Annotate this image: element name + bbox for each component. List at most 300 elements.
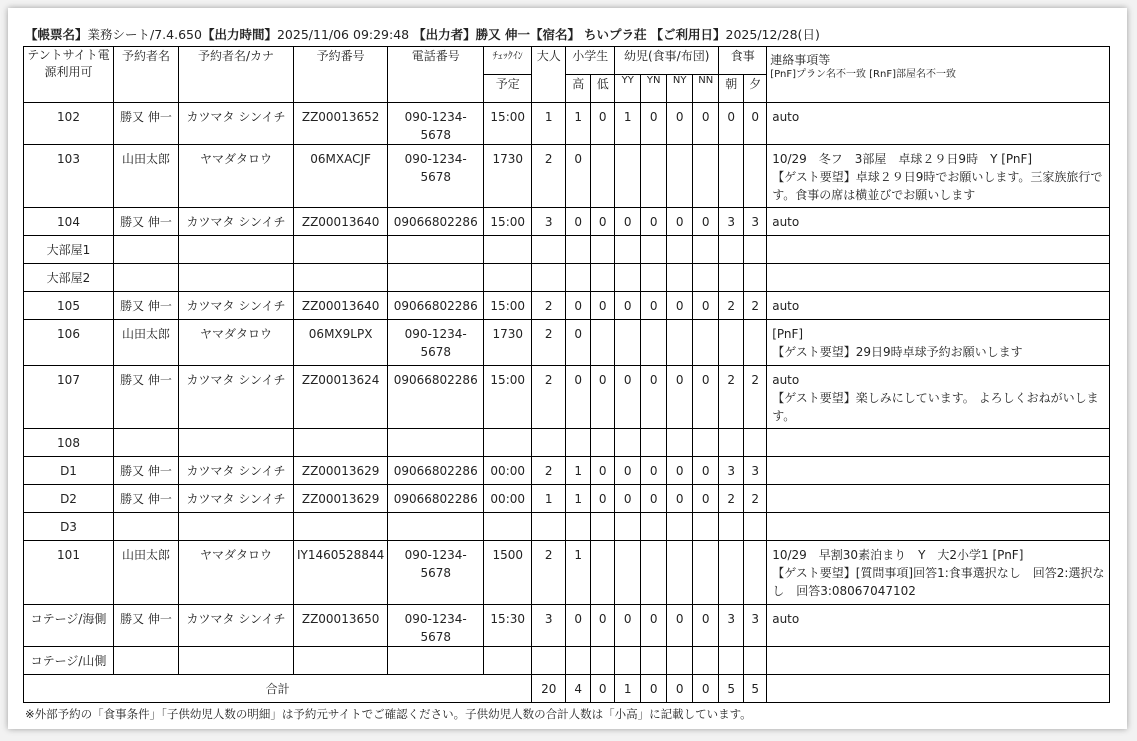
cell-dinner: 2	[744, 292, 767, 320]
cell-breakfast: 2	[719, 485, 744, 513]
cell-resno: 06MX9LPX	[294, 320, 388, 366]
cell-checkin: 00:00	[484, 457, 532, 485]
table-row	[24, 485, 1110, 513]
cell-elem-hi: 0	[566, 292, 591, 320]
cell-ny: 0	[667, 605, 693, 647]
cell-adult: 2	[532, 366, 566, 429]
cell-breakfast: 3	[719, 208, 744, 236]
cell-ny	[667, 320, 693, 366]
total-elem-hi: 4	[566, 675, 591, 703]
table-row	[24, 208, 1110, 236]
cell-memo: 10/29 冬フ 3部屋 卓球２９日9時 Y [PnF] 【ゲスト要望】卓球２９日9時でお願いします。三家族旅行です。食事の席は横並びでお願いします	[767, 145, 1110, 208]
cell-phone: 09066802286	[388, 292, 484, 320]
cell-phone	[388, 236, 484, 264]
cell-elem-hi: 0	[566, 208, 591, 236]
cell-ny	[667, 264, 693, 292]
cell-name: 山田太郎	[114, 320, 179, 366]
cell-resno: ZZ00013624	[294, 366, 388, 429]
table-body	[24, 103, 1110, 675]
cell-name: 勝又 伸一	[114, 208, 179, 236]
cell-phone: 09066802286	[388, 485, 484, 513]
cell-nn	[693, 320, 719, 366]
cell-nn: 0	[693, 366, 719, 429]
cell-checkin: 15:00	[484, 103, 532, 145]
total-elem-lo: 0	[591, 675, 615, 703]
cell-elem-hi: 0	[566, 145, 591, 208]
cell-dinner	[744, 145, 767, 208]
cell-phone	[388, 647, 484, 675]
cell-yn	[641, 145, 667, 208]
cell-kana: カツマタ シンイチ	[179, 366, 294, 429]
cell-resno: ZZ00013640	[294, 208, 388, 236]
cell-elem-hi	[566, 429, 591, 457]
total-nn: 0	[693, 675, 719, 703]
cell-kana: カツマタ シンイチ	[179, 457, 294, 485]
cell-memo	[767, 264, 1110, 292]
cell-kana: ヤマダタロウ	[179, 320, 294, 366]
cell-yy	[615, 236, 641, 264]
cell-breakfast	[719, 513, 744, 541]
cell-phone: 09066802286	[388, 457, 484, 485]
cell-yn	[641, 429, 667, 457]
cell-kana: ヤマダタロウ	[179, 145, 294, 208]
cell-phone: 090-1234-5678	[388, 320, 484, 366]
cell-yn: 0	[641, 103, 667, 145]
cell-checkin	[484, 429, 532, 457]
cell-nn	[693, 513, 719, 541]
cell-yn	[641, 236, 667, 264]
cell-site: D2	[24, 485, 114, 513]
col-site: テントサイト電源利用可	[24, 47, 114, 103]
cell-ny	[667, 429, 693, 457]
total-breakfast: 5	[719, 675, 744, 703]
cell-elem-lo: 0	[591, 485, 615, 513]
cell-resno	[294, 513, 388, 541]
cell-elem-lo	[591, 320, 615, 366]
cell-name	[114, 264, 179, 292]
col-ny: NY	[667, 75, 693, 103]
cell-dinner	[744, 513, 767, 541]
cell-name	[114, 236, 179, 264]
cell-dinner	[744, 320, 767, 366]
cell-site: 101	[24, 541, 114, 605]
cell-yn: 0	[641, 208, 667, 236]
cell-memo: [PnF] 【ゲスト要望】29日9時卓球予約お願いします	[767, 320, 1110, 366]
cell-resno: 06MXACJF	[294, 145, 388, 208]
col-checkin: ﾁｪｯｸｲﾝ	[484, 47, 532, 75]
cell-phone: 09066802286	[388, 208, 484, 236]
cell-kana: カツマタ シンイチ	[179, 292, 294, 320]
cell-yy: 0	[615, 208, 641, 236]
total-adult: 20	[532, 675, 566, 703]
cell-kana	[179, 647, 294, 675]
cell-resno: ZZ00013652	[294, 103, 388, 145]
cell-memo: 10/29 早割30素泊まり Y 大2小学1 [PnF] 【ゲスト要望】[質問事項]回答1:食事選択なし 回答2:選択なし 回答3:08067047102	[767, 541, 1110, 605]
cell-elem-lo	[591, 647, 615, 675]
totals-row	[24, 675, 1110, 703]
cell-elem-lo: 0	[591, 208, 615, 236]
cell-checkin: 1730	[484, 320, 532, 366]
cell-yy	[615, 541, 641, 605]
cell-yy: 0	[615, 292, 641, 320]
cell-ny: 0	[667, 457, 693, 485]
cell-memo: auto 【ゲスト要望】楽しみにしています。 よろしくおねがいします。	[767, 366, 1110, 429]
cell-memo	[767, 647, 1110, 675]
cell-breakfast	[719, 320, 744, 366]
cell-memo	[767, 236, 1110, 264]
cell-checkin: 00:00	[484, 485, 532, 513]
total-memo	[767, 675, 1110, 703]
cell-nn	[693, 429, 719, 457]
cell-elem-lo	[591, 264, 615, 292]
col-name: 予約者名	[114, 47, 179, 103]
cell-memo	[767, 457, 1110, 485]
cell-adult: 3	[532, 605, 566, 647]
cell-dinner	[744, 264, 767, 292]
cell-dinner: 3	[744, 605, 767, 647]
cell-ny: 0	[667, 208, 693, 236]
cell-elem-hi	[566, 236, 591, 264]
cell-resno: IY1460528844	[294, 541, 388, 605]
cell-elem-hi: 1	[566, 485, 591, 513]
cell-site: 大部屋2	[24, 264, 114, 292]
cell-breakfast	[719, 236, 744, 264]
cell-site: D3	[24, 513, 114, 541]
cell-yn: 0	[641, 457, 667, 485]
cell-name: 勝又 伸一	[114, 605, 179, 647]
cell-kana	[179, 236, 294, 264]
table-row	[24, 264, 1110, 292]
cell-checkin: 15:00	[484, 366, 532, 429]
cell-adult	[532, 647, 566, 675]
cell-name: 勝又 伸一	[114, 292, 179, 320]
cell-yy: 0	[615, 457, 641, 485]
cell-nn: 0	[693, 292, 719, 320]
cell-kana: ヤマダタロウ	[179, 541, 294, 605]
cell-checkin: 15:30	[484, 605, 532, 647]
col-memo	[767, 47, 1110, 103]
cell-yy: 0	[615, 366, 641, 429]
cell-ny	[667, 647, 693, 675]
cell-kana: カツマタ シンイチ	[179, 208, 294, 236]
col-dinner: 夕	[744, 75, 767, 103]
cell-adult	[532, 236, 566, 264]
col-elem-hi: 高	[566, 75, 591, 103]
cell-name	[114, 513, 179, 541]
cell-yy	[615, 264, 641, 292]
cell-memo	[767, 485, 1110, 513]
cell-kana	[179, 513, 294, 541]
cell-yn: 0	[641, 292, 667, 320]
table-row	[24, 292, 1110, 320]
cell-nn	[693, 541, 719, 605]
col-meal: 食事	[719, 47, 767, 75]
cell-ny: 0	[667, 485, 693, 513]
col-nn: NN	[693, 75, 719, 103]
cell-elem-hi: 0	[566, 605, 591, 647]
inn-name: ちいプラ荘	[584, 27, 647, 42]
cell-site: 107	[24, 366, 114, 429]
date-label: 【ご利用日】	[650, 27, 726, 42]
cell-name	[114, 429, 179, 457]
col-phone: 電話番号	[388, 47, 484, 103]
total-ny: 0	[667, 675, 693, 703]
cell-name: 勝又 伸一	[114, 103, 179, 145]
cell-dinner: 2	[744, 485, 767, 513]
cell-elem-lo: 0	[591, 605, 615, 647]
cell-site: 103	[24, 145, 114, 208]
cell-breakfast	[719, 264, 744, 292]
cell-kana	[179, 429, 294, 457]
cell-site: 108	[24, 429, 114, 457]
cell-phone: 090-1234-5678	[388, 541, 484, 605]
cell-ny	[667, 541, 693, 605]
cell-elem-hi: 0	[566, 320, 591, 366]
cell-adult: 2	[532, 292, 566, 320]
cell-checkin: 1500	[484, 541, 532, 605]
cell-dinner	[744, 647, 767, 675]
form-name: 業務シート/7.4.650	[87, 27, 202, 42]
cell-adult: 2	[532, 541, 566, 605]
total-yy: 1	[615, 675, 641, 703]
cell-nn: 0	[693, 208, 719, 236]
cell-ny	[667, 236, 693, 264]
totals-label: 合計	[24, 675, 532, 703]
cell-phone: 090-1234-5678	[388, 103, 484, 145]
cell-adult: 1	[532, 485, 566, 513]
cell-elem-hi	[566, 647, 591, 675]
cell-yn: 0	[641, 485, 667, 513]
cell-phone	[388, 513, 484, 541]
cell-elem-hi: 1	[566, 457, 591, 485]
cell-breakfast: 0	[719, 103, 744, 145]
cell-dinner: 0	[744, 103, 767, 145]
inn-label: 【宿名】	[530, 27, 581, 42]
cell-elem-lo: 0	[591, 457, 615, 485]
output-user: 勝又 伸一	[475, 27, 530, 42]
col-adult: 大人	[532, 47, 566, 103]
cell-checkin: 15:00	[484, 208, 532, 236]
cell-yy	[615, 513, 641, 541]
cell-breakfast	[719, 541, 744, 605]
cell-elem-lo	[591, 429, 615, 457]
cell-yy	[615, 429, 641, 457]
table-row	[24, 647, 1110, 675]
cell-yn: 0	[641, 605, 667, 647]
col-memo-legend: [PnF]プラン名不一致 [RnF]部屋名不一致	[770, 69, 956, 80]
cell-site: 104	[24, 208, 114, 236]
cell-elem-lo: 0	[591, 292, 615, 320]
cell-resno	[294, 647, 388, 675]
cell-yn	[641, 647, 667, 675]
cell-adult	[532, 513, 566, 541]
cell-adult	[532, 264, 566, 292]
col-elem: 小学生	[566, 47, 615, 75]
cell-checkin	[484, 264, 532, 292]
col-breakfast: 朝	[719, 75, 744, 103]
footer-note: ※外部予約の「食事条件」「子供幼児人数の明細」は予約元サイトでご確認ください。子供幼児人数の合計人数は「小高」に記載しています。	[25, 707, 752, 721]
cell-dinner: 3	[744, 208, 767, 236]
cell-checkin	[484, 513, 532, 541]
col-infant: 幼児(食事/布団)	[615, 47, 719, 75]
cell-resno: ZZ00013629	[294, 457, 388, 485]
cell-site: 大部屋1	[24, 236, 114, 264]
cell-dinner	[744, 236, 767, 264]
cell-phone: 090-1234-5678	[388, 145, 484, 208]
cell-kana: カツマタ シンイチ	[179, 485, 294, 513]
cell-kana	[179, 264, 294, 292]
cell-nn: 0	[693, 485, 719, 513]
cell-breakfast	[719, 429, 744, 457]
cell-checkin: 1730	[484, 145, 532, 208]
cell-resno	[294, 264, 388, 292]
cell-adult: 2	[532, 145, 566, 208]
time-label: 【出力時間】	[201, 27, 277, 42]
cell-adult: 2	[532, 457, 566, 485]
table-row	[24, 457, 1110, 485]
cell-elem-lo	[591, 513, 615, 541]
cell-memo: auto	[767, 208, 1110, 236]
cell-elem-hi	[566, 513, 591, 541]
cell-dinner: 3	[744, 457, 767, 485]
table-row	[24, 236, 1110, 264]
cell-name	[114, 647, 179, 675]
cell-phone: 09066802286	[388, 366, 484, 429]
cell-site: D1	[24, 457, 114, 485]
cell-elem-lo	[591, 236, 615, 264]
cell-elem-lo: 0	[591, 103, 615, 145]
cell-yn	[641, 541, 667, 605]
user-label: 【出力者】	[413, 27, 476, 42]
cell-elem-hi	[566, 264, 591, 292]
cell-resno	[294, 429, 388, 457]
table-row	[24, 320, 1110, 366]
cell-yn	[641, 264, 667, 292]
cell-memo	[767, 429, 1110, 457]
cell-elem-lo	[591, 145, 615, 208]
cell-elem-hi: 1	[566, 541, 591, 605]
cell-dinner: 2	[744, 366, 767, 429]
cell-ny: 0	[667, 366, 693, 429]
cell-elem-hi: 0	[566, 366, 591, 429]
cell-site: コテージ/海側	[24, 605, 114, 647]
cell-nn: 0	[693, 605, 719, 647]
cell-checkin	[484, 647, 532, 675]
cell-memo	[767, 513, 1110, 541]
cell-yy: 0	[615, 485, 641, 513]
cell-resno: ZZ00013640	[294, 292, 388, 320]
table-row	[24, 429, 1110, 457]
cell-breakfast: 3	[719, 605, 744, 647]
col-checkin-sub: 予定	[484, 75, 532, 103]
cell-name: 山田太郎	[114, 145, 179, 208]
cell-dinner	[744, 541, 767, 605]
cell-breakfast: 3	[719, 457, 744, 485]
cell-nn	[693, 236, 719, 264]
cell-name: 山田太郎	[114, 541, 179, 605]
total-dinner: 5	[744, 675, 767, 703]
cell-yy: 0	[615, 605, 641, 647]
cell-name: 勝又 伸一	[114, 485, 179, 513]
cell-breakfast	[719, 647, 744, 675]
col-resno: 予約番号	[294, 47, 388, 103]
cell-yn	[641, 513, 667, 541]
cell-resno	[294, 236, 388, 264]
cell-dinner	[744, 429, 767, 457]
cell-ny	[667, 513, 693, 541]
cell-name: 勝又 伸一	[114, 457, 179, 485]
cell-memo: auto	[767, 103, 1110, 145]
cell-memo: auto	[767, 292, 1110, 320]
cell-site: 106	[24, 320, 114, 366]
cell-breakfast: 2	[719, 366, 744, 429]
cell-resno: ZZ00013650	[294, 605, 388, 647]
cell-elem-hi: 1	[566, 103, 591, 145]
col-kana: 予約者名/カナ	[179, 47, 294, 103]
cell-ny: 0	[667, 292, 693, 320]
cell-nn: 0	[693, 103, 719, 145]
cell-nn: 0	[693, 457, 719, 485]
cell-yy	[615, 647, 641, 675]
cell-adult: 2	[532, 320, 566, 366]
cell-adult	[532, 429, 566, 457]
cell-name: 勝又 伸一	[114, 366, 179, 429]
table-row	[24, 513, 1110, 541]
cell-yn: 0	[641, 366, 667, 429]
cell-yy	[615, 145, 641, 208]
table-row	[24, 366, 1110, 429]
cell-adult: 1	[532, 103, 566, 145]
cell-breakfast: 2	[719, 292, 744, 320]
cell-checkin	[484, 236, 532, 264]
cell-checkin: 15:00	[484, 292, 532, 320]
cell-phone	[388, 429, 484, 457]
cell-adult: 3	[532, 208, 566, 236]
report-header	[25, 26, 1115, 44]
cell-kana: カツマタ シンイチ	[179, 605, 294, 647]
cell-resno: ZZ00013629	[294, 485, 388, 513]
cell-site: 105	[24, 292, 114, 320]
cell-ny	[667, 145, 693, 208]
table-row	[24, 605, 1110, 647]
cell-phone	[388, 264, 484, 292]
output-time: 2025/11/06 09:29:48	[276, 27, 410, 42]
col-elem-lo: 低	[591, 75, 615, 103]
cell-nn	[693, 264, 719, 292]
table-row	[24, 541, 1110, 605]
cell-elem-lo	[591, 541, 615, 605]
cell-yn	[641, 320, 667, 366]
cell-nn	[693, 145, 719, 208]
reservation-table	[23, 46, 1110, 703]
table-row	[24, 145, 1110, 208]
cell-site: 102	[24, 103, 114, 145]
col-yn: YN	[641, 75, 667, 103]
form-label: 【帳票名】	[25, 27, 88, 42]
cell-kana: カツマタ シンイチ	[179, 103, 294, 145]
col-yy: YY	[615, 75, 641, 103]
use-date: 2025/12/28(日)	[725, 27, 820, 42]
total-yn: 0	[641, 675, 667, 703]
cell-ny: 0	[667, 103, 693, 145]
table-row	[24, 103, 1110, 145]
cell-phone: 090-1234-5678	[388, 605, 484, 647]
col-memo-title: 連絡事項等	[770, 53, 831, 67]
cell-breakfast	[719, 145, 744, 208]
cell-site: コテージ/山側	[24, 647, 114, 675]
cell-yy	[615, 320, 641, 366]
cell-nn	[693, 647, 719, 675]
